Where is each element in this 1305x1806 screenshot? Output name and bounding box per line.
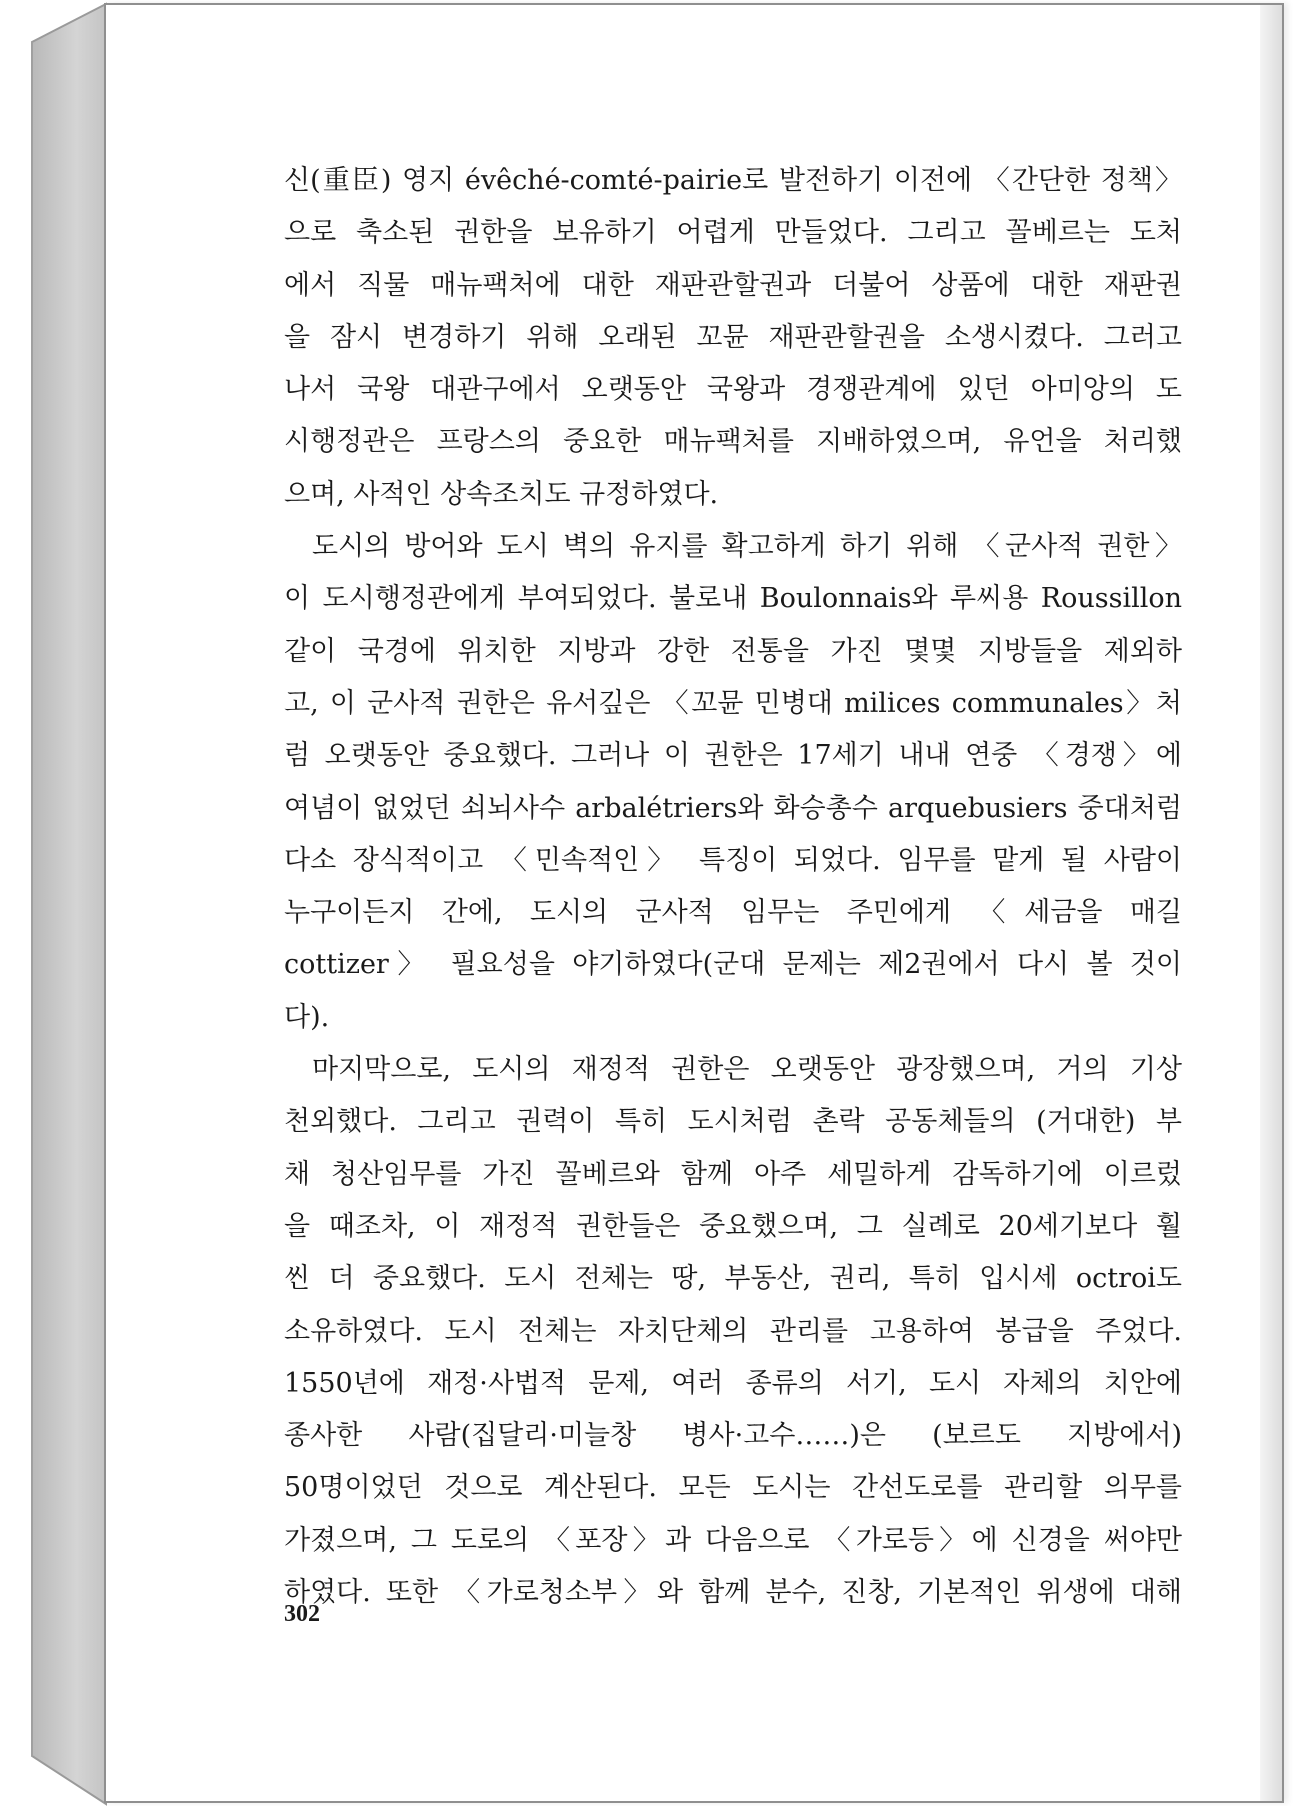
text-line: 을 잠시 변경하기 위해 오래된 꼬뮨 재판관할권을 소생시켰다. 그러고 — [284, 321, 1182, 353]
text-line: 마지막으로, 도시의 재정적 권한은 오랫동안 광장했으며, 거의 기상 — [312, 1054, 1182, 1086]
book-spine — [0, 0, 110, 1806]
text-line: 채 청산임무를 가진 꼴베르와 함께 아주 세밀하게 감독하기에 이르렀 — [284, 1158, 1182, 1190]
text-line: 도시의 방어와 도시 벽의 유지를 확고하게 하기 위해 〈군사적 권한〉 — [312, 531, 1182, 563]
text-line: 누구이든지 간에, 도시의 군사적 임무는 주민에게 〈세금을 매길 — [284, 897, 1182, 929]
text-line: 종사한 사람(집달리·미늘창 병사·고수……)은 (보르도 지방에서) — [284, 1420, 1182, 1452]
book-page — [104, 3, 1284, 1803]
text-line: 으로 축소된 권한을 보유하기 어렵게 만들었다. 그리고 꼴베르는 도처 — [284, 217, 1182, 249]
text-line: 다). — [284, 1001, 330, 1033]
text-line: 씬 더 중요했다. 도시 전체는 땅, 부동산, 권리, 특히 입시세 octroi도 — [284, 1263, 1182, 1295]
text-line: 여념이 없었던 쇠뇌사수 arbalétriers와 화승총수 arquebusiers 중대처럼 — [284, 792, 1182, 824]
text-line: 소유하였다. 도시 전체는 자치단체의 관리를 고용하여 봉급을 주었다. — [284, 1315, 1182, 1347]
text-line: cottizer〉 필요성을 야기하였다(군대 문제는 제2권에서 다시 볼 것이 — [284, 949, 1182, 981]
text-line: 천외했다. 그리고 권력이 특히 도시처럼 촌락 공동체들의 (거대한) 부 — [284, 1106, 1182, 1138]
text-line: 에서 직물 매뉴팩처에 대한 재판관할권과 더불어 상품에 대한 재판권 — [284, 269, 1182, 301]
body-text — [284, 155, 1182, 1619]
text-line: 1550년에 재정·사법적 문제, 여러 종류의 서기, 도시 자체의 치안에 — [284, 1367, 1182, 1399]
text-line: 시행정관은 프랑스의 중요한 매뉴팩처를 지배하였으며, 유언을 처리했 — [284, 426, 1182, 458]
text-line: 다소 장식적이고 〈민속적인〉 특징이 되었다. 임무를 맡게 될 사람이 — [284, 844, 1182, 876]
text-line: 이 도시행정관에게 부여되었다. 불로내 Boulonnais와 루씨용 Roussillon — [284, 583, 1182, 615]
text-line: 50명이었던 것으로 계산된다. 모든 도시는 간선도로를 관리할 의무를 — [284, 1472, 1182, 1504]
text-line: 을 때조차, 이 재정적 권한들은 중요했으며, 그 실례로 20세기보다 훨 — [284, 1210, 1182, 1242]
text-line: 으며, 사적인 상속조치도 규정하였다. — [284, 478, 719, 510]
text-line: 신(重臣) 영지 évêché-comté-pairie로 발전하기 이전에 〈간단한 정책〉 — [284, 165, 1182, 196]
page-edge — [1260, 5, 1282, 1801]
text-line: 고, 이 군사적 권한은 유서깊은 〈꼬뮨 민병대 milices communales〉처 — [284, 687, 1182, 719]
text-line: 럼 오랫동안 중요했다. 그러나 이 권한은 17세기 내내 연중 〈경쟁〉에 — [284, 740, 1182, 772]
page-number: 302 — [284, 1601, 320, 1627]
text-line: 가졌으며, 그 도로의 〈포장〉과 다음으로 〈가로등〉에 신경을 써야만 — [284, 1524, 1182, 1556]
text-line: 하였다. 또한 〈가로청소부〉와 함께 분수, 진창, 기본적인 위생에 대해 — [284, 1577, 1182, 1609]
text-line: 같이 국경에 위치한 지방과 강한 전통을 가진 몇몇 지방들을 제외하 — [284, 635, 1182, 667]
text-line: 나서 국왕 대관구에서 오랫동안 국왕과 경쟁관계에 있던 아미앙의 도 — [284, 374, 1182, 406]
